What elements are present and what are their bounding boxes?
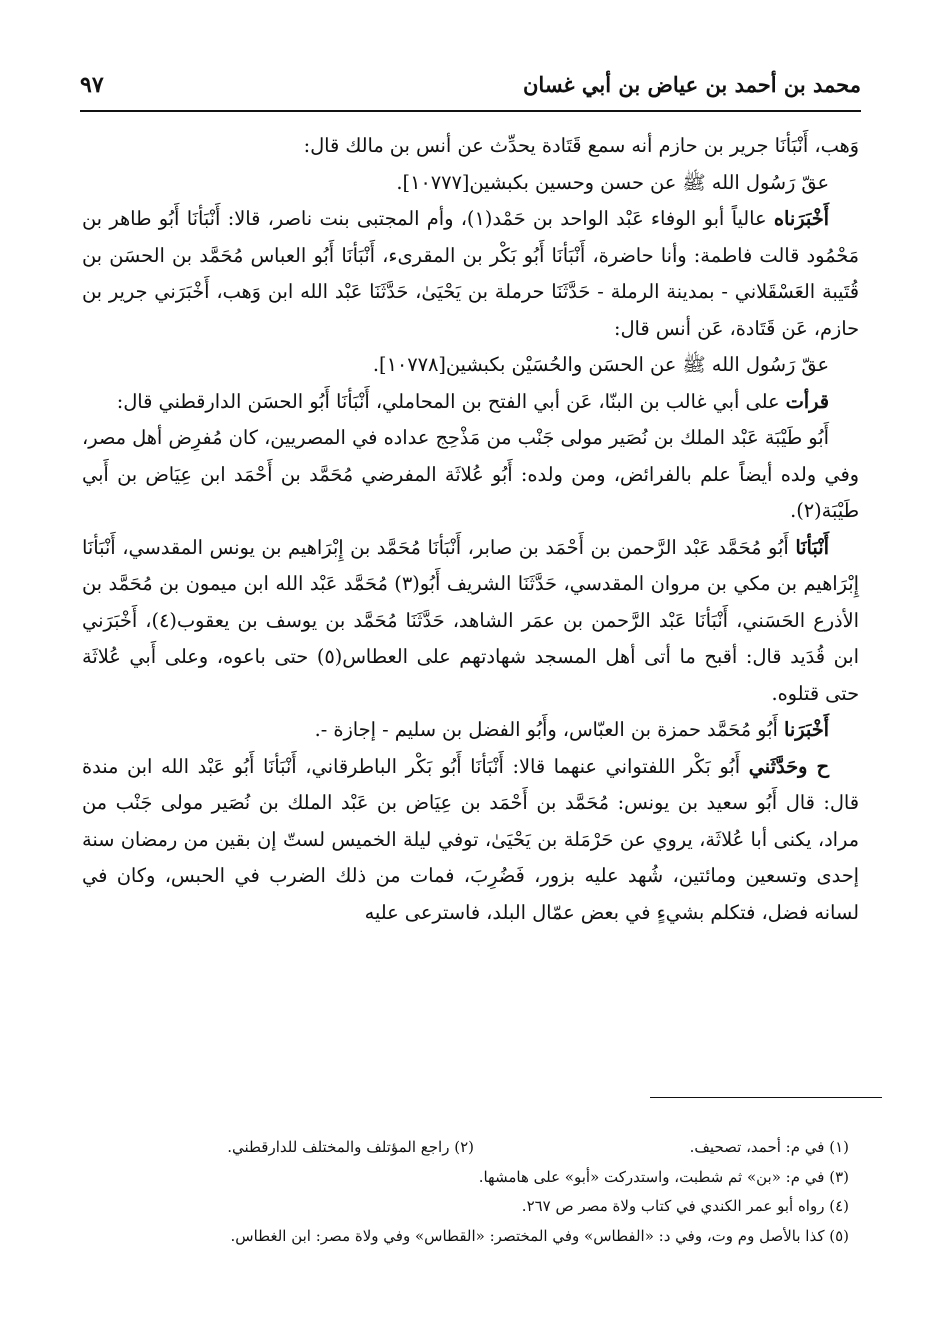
paragraph-6-lead: أَخْبَرَنا xyxy=(784,718,829,741)
paragraph-1-quote: عقّ رَسُول الله ﷺ عن حسن وحسين بكبشين[١٠٧٧٧]. xyxy=(396,170,829,194)
footnote-4: (٤) رواه أبو عمر الكندي في كتاب ولاة مصر ص ٢٦٧. xyxy=(521,1197,849,1215)
footnote-rule xyxy=(650,1097,882,1098)
header-rule xyxy=(80,110,861,112)
footnote-3: (٣) في م: «بن» ثم شطبت، واستدركت «أبو» على هامشها. xyxy=(478,1167,849,1186)
page-number: ٩٧ xyxy=(80,72,104,98)
footnote-row xyxy=(82,1163,859,1193)
running-title: محمد بن أحمد بن عياض بن أبي غسان xyxy=(523,72,861,97)
paragraph-3 xyxy=(82,384,859,421)
paragraph-2-lead: أَخْبَرَناه xyxy=(773,207,829,230)
paragraph-1-line-1: وَهب، أَنْبَأنَا جرير بن حازم أنه سمع قَتَادة يحدِّث عن أنس بن مالك قال: xyxy=(303,134,859,157)
paragraph-4: أَبُو طَيْبَة عَبْد الملك بن نُصَير مولى جَنْب من مَذْحِج عداده في المصريين، كان مُفرِض أهل مصر، وفي ولده أيضاً علم بالفرائض، ومن ولده: أَبُو عُلاثَة المفرضي مُحَمَّد بن أَحْمَد ابن عِيَاض بن أَبي طَيْبَة(٢). xyxy=(82,426,859,522)
paragraph-7-text: أَبُو بَكْر اللفتواني عنهما قالا: أَنْبَأنَا أَبُو بَكْر الباطرقاني، أَنْبَأنَا أَبُو عَبْد الله ابن مندة قال: قال أَبُو سعيد بن يونس: مُحَمَّد بن أَحْمَد بن عِيَاض بن عَبْد الملك بن نُصَير مولى جَنْب من مراد، يكنى أبا عُلاثَة، يروي عن حَرْمَلة بن يَحْيَىٰ، توفي ليلة الخميس لستّ إن بقين من رمضان سنة إحدى وتسعين ومائتين، شُهد عليه بزور، فَضُرِبَ، فمات من ذلك الضرب في الحبس، وكان في لسانه فضل، فتكلم بشيءٍ في بعض عمّال البلد، فاسترعى عليه xyxy=(82,754,859,924)
footnotes xyxy=(82,1133,859,1251)
paragraph-7-lead: ح وحَدَّثَني xyxy=(748,754,829,778)
footnote-5: (٥) كذا بالأصل وم وت، وفي د: «الفطاس» وفي المختصر: «القطاس» وفي ولاة مصر: ابن الغطاس. xyxy=(230,1226,849,1245)
paragraph-7 xyxy=(82,749,859,932)
paragraph-2-quote: عقّ رَسُول الله ﷺ عن الحسَن والحُسَيْن بكبشين[١٠٧٧٨]. xyxy=(372,353,829,376)
paragraph-2-text: عالياً أبو الوفاء عَبْد الواحد بن حَمْد(١)، وأم المجتبى بنت ناصر، قالا: أَنْبَأنَا أَبُو طاهر بن مَحْمُود قالت فاطمة: وأنا حاضرة، أَنْبَأنَا أَبُو بَكْر بن المقرىء، أَنْبَأنَا أَبُو العباس مُحَمَّد بن الحسَن بن قُتَيبة العَسْقَلاني - بمدينة الرملة - حَدَّثَنَا حرملة بن يَحْيَىٰ، حَدَّثَنَا عَبْد الله ابن وَهب، أَخْبَرَني جرير بن حازم، عَن قَتَادة، عَن أنس قال: xyxy=(82,207,859,340)
footnote-2: (٢) راجع المؤتلف والمختلف للدارقطني. xyxy=(227,1138,474,1156)
footnote-1: (١) في م: أحمد، تصحيف. xyxy=(689,1138,849,1156)
footnote-row xyxy=(82,1192,859,1222)
paragraph-5 xyxy=(82,530,859,713)
page-header xyxy=(80,66,861,106)
paragraph-3-text: على أبي غالب بن البنّا، عَن أبي الفتح بن المحاملي، أَنْبَأنَا أَبُو الحسَن الدارقطني قال: xyxy=(116,389,780,413)
paragraph-6 xyxy=(82,712,859,749)
footnote-row xyxy=(82,1133,859,1163)
paragraph-2 xyxy=(82,201,859,347)
paragraph-3-lead: قرأت xyxy=(785,389,829,413)
paragraph-5-text: أَبُو مُحَمَّد عَبْد الرَّحمن بن أَحْمَد بن صابر، أَنْبَأنَا مُحَمَّد بن إِبْرَاهيم بن يونس المقدسي، أَنْبَأنَا إِبْرَاهيم بن مكي بن مروان المقدسي، حَدَّثَنَا الشريف أَبُو(٣) مُحَمَّد عَبْد الله ابن ميمون بن مُحَمَّد بن الأذرع الحَسَني، أَنْبَأنَا عَبْد الرَّحمن بن عمَر الشاهد، حَدَّثَنَا مُحَمَّد بن يوسف بن يعقوب(٤)، أَخْبَرَني ابن قُدَيد قال: أقبح ما أتى أهل المسجد شهادتهم على العطاس(٥) حتى باعوه، وعلى أَبي عُلاثَة حتى قتلوه. xyxy=(82,535,860,705)
paragraph-5-lead: أَنْبَأنَا xyxy=(795,535,829,559)
main-text xyxy=(82,128,859,931)
paragraph-6-text: أَبُو مُحَمَّد حمزة بن العبّاس، وأَبُو الفضل بن سليم - إجازة -. xyxy=(314,718,778,741)
footnote-row xyxy=(82,1222,859,1252)
